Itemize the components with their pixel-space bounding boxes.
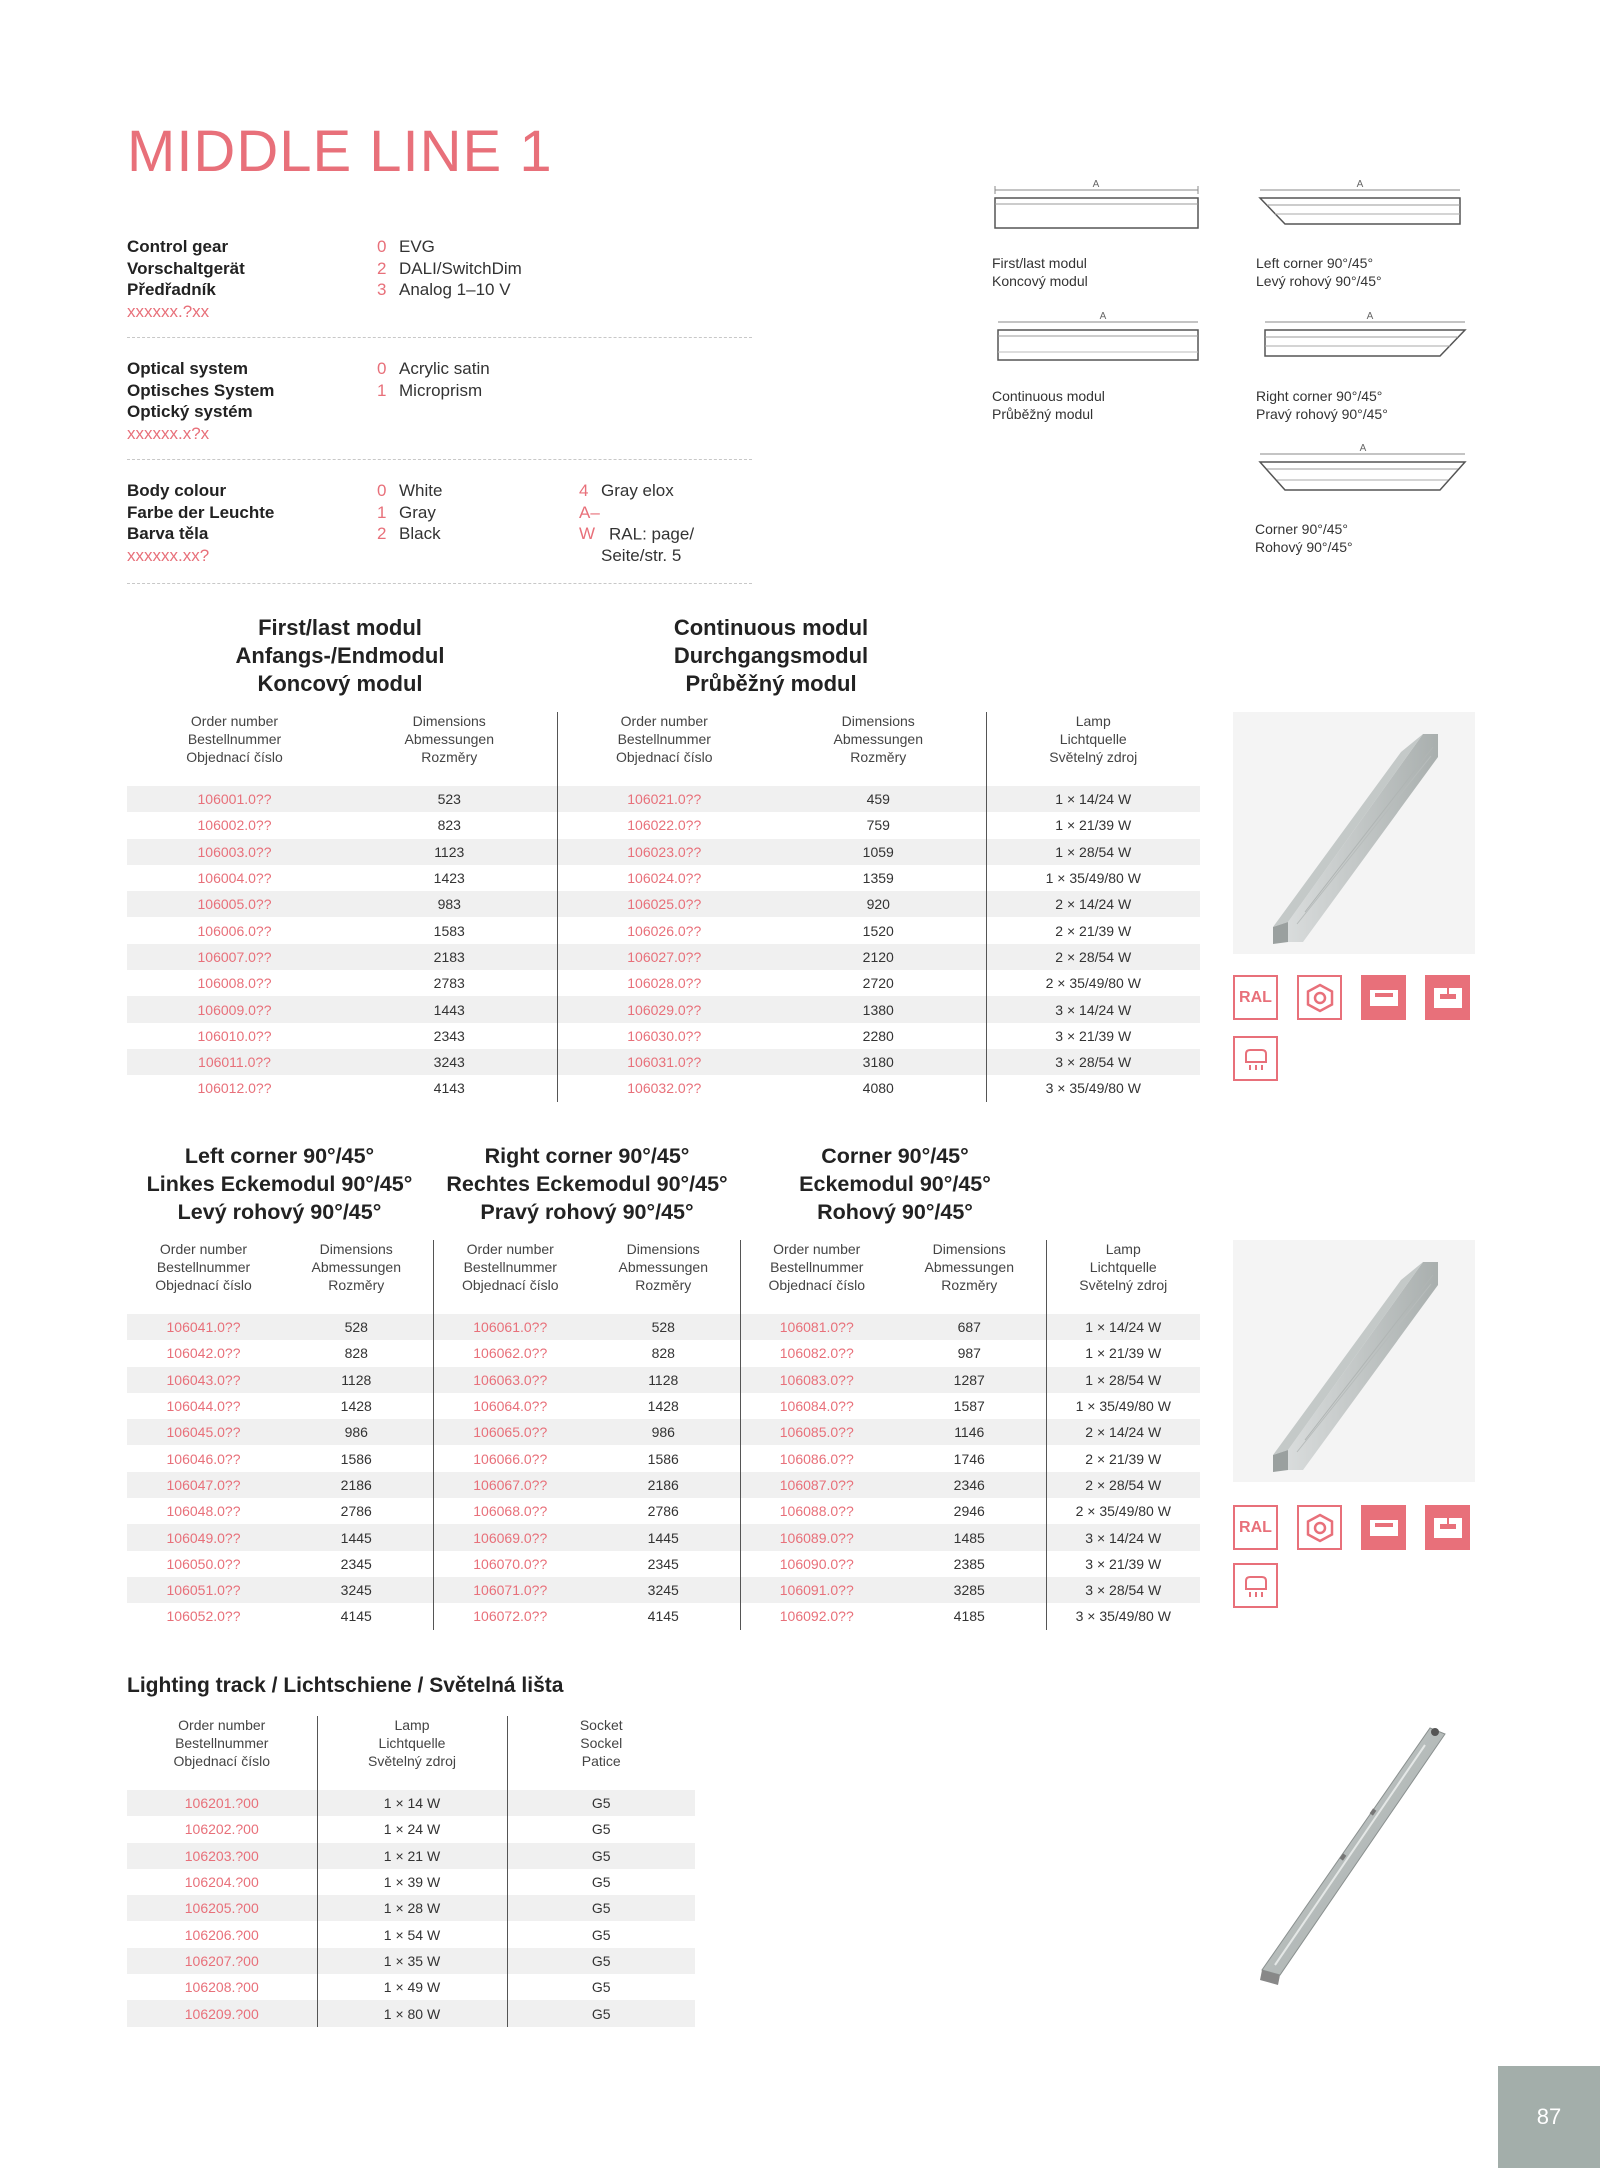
section-first-last-title: First/last modul Anfangs-/Endmodul Koncový modul <box>235 615 445 696</box>
table-cell: 1 × 14/24 W <box>1046 1314 1200 1340</box>
table-cell: 1587 <box>893 1393 1046 1419</box>
col-header-dimensions: Dimensions Abmessungen Rozměry <box>771 712 986 786</box>
col-header-dimensions: Dimensions Abmessungen Rozměry <box>587 1240 740 1314</box>
order-number-cell: 106043.0?? <box>127 1367 280 1393</box>
corner-modules-table <box>127 1240 1200 1630</box>
right-corner-drawing <box>1260 310 1470 366</box>
order-number-cell: 106089.0?? <box>740 1524 893 1550</box>
first-last-caption: First/last modul Koncový modul <box>992 255 1088 289</box>
table-cell: 2183 <box>342 944 557 970</box>
first-last-module-drawing <box>990 178 1200 234</box>
table-cell: 1 × 28 W <box>317 1895 507 1921</box>
table-cell: 3 × 14/24 W <box>1046 1524 1200 1550</box>
order-number-cell: 106086.0?? <box>740 1445 893 1471</box>
table-cell: 1128 <box>587 1367 740 1393</box>
table-cell: 2 × 14/24 W <box>1046 1419 1200 1445</box>
table-cell: 2346 <box>893 1472 1046 1498</box>
table-cell: 1 × 14 W <box>317 1790 507 1816</box>
table-row <box>127 1393 1200 1419</box>
order-number-cell: 106067.0?? <box>433 1472 587 1498</box>
table-cell: G5 <box>507 2000 695 2026</box>
col-header-dimensions: Dimensions Abmessungen Rozměry <box>342 712 557 786</box>
order-number-cell: 106068.0?? <box>433 1498 587 1524</box>
table-cell: 459 <box>771 786 986 812</box>
order-number-cell: 106012.0?? <box>127 1075 342 1101</box>
order-number-cell: 106204.?00 <box>127 1869 317 1895</box>
option-label-cz: Předřadník <box>127 280 216 299</box>
table-cell: 1 × 80 W <box>317 2000 507 2026</box>
order-number-cell: 106032.0?? <box>557 1075 771 1101</box>
left-corner-caption: Left corner 90°/45° Levý rohový 90°/45° <box>1256 255 1382 289</box>
corner-caption: Corner 90°/45° Rohový 90°/45° <box>1255 521 1353 555</box>
table-row <box>127 1075 1200 1101</box>
table-cell: 1583 <box>342 917 557 943</box>
table-cell: 828 <box>587 1340 740 1366</box>
table-row <box>127 1551 1200 1577</box>
order-number-cell: 106061.0?? <box>433 1314 587 1340</box>
table-cell: 4145 <box>280 1603 433 1629</box>
table-cell: 1485 <box>893 1524 1046 1550</box>
table-cell: 2 × 28/54 W <box>986 944 1200 970</box>
table-cell: 828 <box>280 1340 433 1366</box>
table-row <box>127 1869 695 1895</box>
ral-icon: RAL <box>1233 975 1278 1020</box>
dim-label: A <box>1092 179 1100 190</box>
section-left-corner-title: Left corner 90°/45° Linkes Eckemodul 90°/45° Levý rohový 90°/45° <box>146 1144 413 1224</box>
option-label-en: Optical system <box>127 359 248 378</box>
table-cell: 2385 <box>893 1551 1046 1577</box>
table-row <box>127 1419 1200 1445</box>
option-values-2: 4 Gray elox A–W RAL: page/ Seite/str. 5 <box>579 481 695 565</box>
continuous-module-drawing <box>993 310 1203 366</box>
table-cell: 1 × 21/39 W <box>1046 1340 1200 1366</box>
col-header-order: Order number Bestellnummer Objednací číslo <box>462 1241 559 1293</box>
table-row <box>127 1340 1200 1366</box>
table-cell: G5 <box>507 1948 695 1974</box>
table-row <box>127 1948 695 1974</box>
order-number-cell: 106041.0?? <box>127 1314 280 1340</box>
order-number-cell: 106088.0?? <box>740 1498 893 1524</box>
order-number-cell: 106083.0?? <box>740 1367 893 1393</box>
lighting-track-photo <box>1250 1720 1470 1990</box>
order-number-cell: 106002.0?? <box>127 812 342 838</box>
table-row <box>127 839 1200 865</box>
surface-mount-icon <box>1361 1505 1406 1550</box>
table-cell: 2120 <box>771 944 986 970</box>
option-values: 0 White 1 Gray 2 Black <box>377 481 443 543</box>
order-number-cell: 106030.0?? <box>557 1023 771 1049</box>
dim-label: A <box>1099 311 1107 322</box>
order-number-cell: 106050.0?? <box>127 1551 280 1577</box>
table-cell: 2786 <box>280 1498 433 1524</box>
table-cell: 528 <box>280 1314 433 1340</box>
table-cell: 1 × 21/39 W <box>986 812 1200 838</box>
table-cell: 1428 <box>280 1393 433 1419</box>
order-number-cell: 106051.0?? <box>127 1577 280 1603</box>
col-header-lamp: Lamp Lichtquelle Světelný zdroj <box>1049 713 1138 765</box>
order-number-cell: 106009.0?? <box>127 996 342 1022</box>
dim-label: A <box>1359 443 1367 454</box>
table-cell: 1586 <box>280 1445 433 1471</box>
option-labels <box>127 480 274 566</box>
order-number-cell: 106048.0?? <box>127 1498 280 1524</box>
table-cell: 1 × 35 W <box>317 1948 507 1974</box>
table-cell: 1443 <box>342 996 557 1022</box>
table-cell: 2343 <box>342 1023 557 1049</box>
table-cell: 1 × 24 W <box>317 1816 507 1842</box>
option-labels <box>127 236 245 322</box>
order-number-cell: 106049.0?? <box>127 1524 280 1550</box>
table-cell: 3 × 28/54 W <box>1046 1577 1200 1603</box>
table-cell: 759 <box>771 812 986 838</box>
table-row <box>127 970 1200 996</box>
order-number-cell: 106207.?00 <box>127 1948 317 1974</box>
order-number-cell: 106201.?00 <box>127 1790 317 1816</box>
table-cell: 4143 <box>342 1075 557 1101</box>
table-cell: 1 × 35/49/80 W <box>1046 1393 1200 1419</box>
order-number-cell: 106029.0?? <box>557 996 771 1022</box>
order-number-cell: 106026.0?? <box>557 917 771 943</box>
table-cell: 1128 <box>280 1367 433 1393</box>
table-row <box>127 1472 1200 1498</box>
luminaire-profile-image <box>1233 712 1475 954</box>
order-number-cell: 106091.0?? <box>740 1577 893 1603</box>
table-cell: 4145 <box>587 1603 740 1629</box>
table-cell: 987 <box>893 1340 1046 1366</box>
left-corner-drawing <box>1255 178 1465 234</box>
order-number-cell: 106027.0?? <box>557 944 771 970</box>
surface-mount-icon <box>1361 975 1406 1020</box>
table-cell: 2 × 35/49/80 W <box>986 970 1200 996</box>
table-row <box>127 1843 695 1869</box>
table-cell: 523 <box>342 786 557 812</box>
table-row <box>127 1603 1200 1629</box>
table-cell: 986 <box>280 1419 433 1445</box>
order-number-cell: 106084.0?? <box>740 1393 893 1419</box>
table-header-row <box>127 712 1200 786</box>
suspended-icon <box>1425 1505 1470 1550</box>
option-code: xxxxxx.x?x <box>127 423 210 443</box>
table-cell: 823 <box>342 812 557 838</box>
order-number-cell: 106007.0?? <box>127 944 342 970</box>
option-label-cz: Barva těla <box>127 524 209 543</box>
col-header-order: Order number Bestellnummer Objednací číslo <box>768 1241 865 1293</box>
order-number-cell: 106025.0?? <box>557 891 771 917</box>
option-control-gear <box>127 236 752 338</box>
section-continuous-title: Continuous modul Durchgangsmodul Průběžný modul <box>673 615 869 696</box>
table-cell: 2 × 21/39 W <box>1046 1445 1200 1471</box>
table-row <box>127 1498 1200 1524</box>
col-header-dimensions: Dimensions Abmessungen Rozměry <box>280 1240 433 1314</box>
lighting-track-table <box>127 1716 695 2027</box>
order-number-cell: 106066.0?? <box>433 1445 587 1471</box>
table-cell: 2 × 14/24 W <box>986 891 1200 917</box>
table-row <box>127 1895 695 1921</box>
table-row <box>127 1974 695 2000</box>
order-number-cell: 106209.?00 <box>127 2000 317 2026</box>
order-number-cell: 106205.?00 <box>127 1895 317 1921</box>
table-cell: G5 <box>507 1790 695 1816</box>
table-row <box>127 1524 1200 1550</box>
table-header-row <box>127 1240 1200 1314</box>
table-header-row <box>127 1716 695 1790</box>
table-row <box>127 865 1200 891</box>
table-cell: G5 <box>507 1843 695 1869</box>
table-row <box>127 1049 1200 1075</box>
product-photo-module <box>1233 712 1475 954</box>
table-row <box>127 2000 695 2026</box>
dim-label: A <box>1366 311 1374 322</box>
order-number-cell: 106087.0?? <box>740 1472 893 1498</box>
order-number-cell: 106090.0?? <box>740 1551 893 1577</box>
table-row <box>127 917 1200 943</box>
table-cell: 3 × 28/54 W <box>986 1049 1200 1075</box>
order-number-cell: 106062.0?? <box>433 1340 587 1366</box>
order-number-cell: 106069.0?? <box>433 1524 587 1550</box>
table-cell: 1123 <box>342 839 557 865</box>
table-cell: 4185 <box>893 1603 1046 1629</box>
order-number-cell: 106011.0?? <box>127 1049 342 1075</box>
table-cell: 2786 <box>587 1498 740 1524</box>
option-label-de: Optisches System <box>127 380 275 400</box>
table-cell: 3285 <box>893 1577 1046 1603</box>
table-cell: 1586 <box>587 1445 740 1471</box>
col-header-order: Order number Bestellnummer Objednací číslo <box>127 1716 317 1790</box>
option-label-de: Vorschaltgerät <box>127 258 245 278</box>
table-row <box>127 1314 1200 1340</box>
corner-drawing <box>1255 442 1470 502</box>
table-cell: 1428 <box>587 1393 740 1419</box>
order-number-cell: 106203.?00 <box>127 1843 317 1869</box>
ral-icon: RAL <box>1233 1505 1278 1550</box>
table-row <box>127 1023 1200 1049</box>
order-number-cell: 106082.0?? <box>740 1340 893 1366</box>
table-cell: 3180 <box>771 1049 986 1075</box>
table-row <box>127 1445 1200 1471</box>
table-cell: 1146 <box>893 1419 1046 1445</box>
ip-hex-icon <box>1297 1505 1342 1550</box>
page-title: MIDDLE LINE 1 <box>127 119 553 184</box>
table-row <box>127 944 1200 970</box>
table-cell: 1445 <box>587 1524 740 1550</box>
driver-icon <box>1233 1563 1278 1608</box>
option-label-en: Control gear <box>127 237 229 256</box>
table-cell: 3245 <box>587 1577 740 1603</box>
table-row <box>127 1921 695 1947</box>
order-number-cell: 106022.0?? <box>557 812 771 838</box>
order-number-cell: 106081.0?? <box>740 1314 893 1340</box>
table-cell: 2783 <box>342 970 557 996</box>
option-code: xxxxxx.?xx <box>127 301 210 321</box>
ip-hex-icon <box>1297 975 1342 1020</box>
table-cell: 4080 <box>771 1075 986 1101</box>
order-number-cell: 106085.0?? <box>740 1419 893 1445</box>
table-cell: 1359 <box>771 865 986 891</box>
order-number-cell: 106023.0?? <box>557 839 771 865</box>
table-cell: 1380 <box>771 996 986 1022</box>
table-cell: G5 <box>507 1869 695 1895</box>
lighting-track-title: Lighting track / Lichtschiene / Světelná lišta <box>127 1674 564 1697</box>
table-row <box>127 996 1200 1022</box>
col-header-lamp: Lamp Lichtquelle Světelný zdroj <box>1079 1241 1168 1293</box>
table-cell: 2 × 28/54 W <box>1046 1472 1200 1498</box>
order-number-cell: 106010.0?? <box>127 1023 342 1049</box>
dim-label: A <box>1356 179 1364 190</box>
table-cell: 1287 <box>893 1367 1046 1393</box>
suspended-icon <box>1425 975 1470 1020</box>
table-cell: 920 <box>771 891 986 917</box>
table-cell: 986 <box>587 1419 740 1445</box>
table-cell: 2280 <box>771 1023 986 1049</box>
order-number-cell: 106001.0?? <box>127 786 342 812</box>
order-number-cell: 106070.0?? <box>433 1551 587 1577</box>
table-cell: 1 × 28/54 W <box>1046 1367 1200 1393</box>
table-cell: 1 × 28/54 W <box>986 839 1200 865</box>
col-header-lamp: Lamp Lichtquelle Světelný zdroj <box>317 1716 507 1790</box>
option-optical-system <box>127 358 752 460</box>
order-number-cell: 106208.?00 <box>127 1974 317 2000</box>
order-number-cell: 106004.0?? <box>127 865 342 891</box>
table-cell: 2 × 35/49/80 W <box>1046 1498 1200 1524</box>
table-cell: G5 <box>507 1816 695 1842</box>
order-number-cell: 106071.0?? <box>433 1577 587 1603</box>
table-cell: 3 × 14/24 W <box>986 996 1200 1022</box>
order-number-cell: 106206.?00 <box>127 1921 317 1947</box>
order-number-cell: 106063.0?? <box>433 1367 587 1393</box>
table-cell: 3245 <box>280 1577 433 1603</box>
table-cell: 983 <box>342 891 557 917</box>
order-number-cell: 106008.0?? <box>127 970 342 996</box>
table-cell: 2946 <box>893 1498 1046 1524</box>
table-cell: 1423 <box>342 865 557 891</box>
order-number-cell: 106046.0?? <box>127 1445 280 1471</box>
table-cell: 2720 <box>771 970 986 996</box>
col-header-order: Order number Bestellnummer Objednací číslo <box>155 1241 252 1293</box>
order-number-cell: 106044.0?? <box>127 1393 280 1419</box>
order-number-cell: 106202.?00 <box>127 1816 317 1842</box>
table-cell: 3 × 35/49/80 W <box>1046 1603 1200 1629</box>
table-row <box>127 1577 1200 1603</box>
order-number-cell: 106021.0?? <box>557 786 771 812</box>
table-cell: 2186 <box>587 1472 740 1498</box>
table-cell: G5 <box>507 1921 695 1947</box>
table-cell: 2186 <box>280 1472 433 1498</box>
section-right-corner-title: Right corner 90°/45° Rechtes Eckemodul 90°/45° Pravý rohový 90°/45° <box>446 1144 728 1224</box>
table-cell: 1059 <box>771 839 986 865</box>
order-number-cell: 106028.0?? <box>557 970 771 996</box>
table-cell: 528 <box>587 1314 740 1340</box>
order-number-cell: 106052.0?? <box>127 1603 280 1629</box>
col-header-dimensions: Dimensions Abmessungen Rozměry <box>893 1240 1046 1314</box>
table-row <box>127 786 1200 812</box>
table-cell: 1520 <box>771 917 986 943</box>
product-photo-corner <box>1233 1240 1475 1482</box>
order-number-cell: 106003.0?? <box>127 839 342 865</box>
table-cell: G5 <box>507 1974 695 2000</box>
right-corner-caption: Right corner 90°/45° Pravý rohový 90°/45° <box>1256 388 1388 422</box>
table-row <box>127 1816 695 1842</box>
table-cell: 3 × 35/49/80 W <box>986 1075 1200 1101</box>
col-header-order: Order number Bestellnummer Objednací číslo <box>616 713 713 765</box>
option-label-en: Body colour <box>127 481 227 500</box>
section-corner-title: Corner 90°/45° Eckemodul 90°/45° Rohový 90°/45° <box>799 1144 991 1224</box>
table-cell: 1 × 21 W <box>317 1843 507 1869</box>
order-number-cell: 106092.0?? <box>740 1603 893 1629</box>
option-labels <box>127 358 274 444</box>
order-number-cell: 106045.0?? <box>127 1419 280 1445</box>
table-cell: 1 × 49 W <box>317 1974 507 2000</box>
table-cell: 1 × 39 W <box>317 1869 507 1895</box>
driver-icon <box>1233 1036 1278 1081</box>
table-row <box>127 812 1200 838</box>
option-body-colour <box>127 480 752 584</box>
order-number-cell: 106072.0?? <box>433 1603 587 1629</box>
order-number-cell: 106042.0?? <box>127 1340 280 1366</box>
order-number-cell: 106006.0?? <box>127 917 342 943</box>
option-label-cz: Optický systém <box>127 402 253 421</box>
page-number: 87 <box>1498 2066 1600 2168</box>
table-cell: 1 × 54 W <box>317 1921 507 1947</box>
order-number-cell: 106064.0?? <box>433 1393 587 1419</box>
option-code: xxxxxx.xx? <box>127 545 210 565</box>
table-cell: 687 <box>893 1314 1046 1340</box>
col-header-socket: Socket Sockel Patice <box>579 1717 623 1769</box>
table-cell: 3 × 21/39 W <box>986 1023 1200 1049</box>
table-row <box>127 1790 695 1816</box>
order-number-cell: 106031.0?? <box>557 1049 771 1075</box>
order-number-cell: 106024.0?? <box>557 865 771 891</box>
order-number-cell: 106005.0?? <box>127 891 342 917</box>
table-cell: 3 × 21/39 W <box>1046 1551 1200 1577</box>
luminaire-profile-image <box>1233 1240 1475 1482</box>
table-row <box>127 891 1200 917</box>
option-values: 0 EVG 2 DALI/SwitchDim 3 Analog 1–10 V <box>377 237 522 299</box>
table-cell: G5 <box>507 1895 695 1921</box>
table-cell: 1 × 14/24 W <box>986 786 1200 812</box>
option-values: 0 Acrylic satin 1 Microprism <box>377 359 490 400</box>
table-cell: 1 × 35/49/80 W <box>986 865 1200 891</box>
table-cell: 2345 <box>280 1551 433 1577</box>
table-row <box>127 1367 1200 1393</box>
table-cell: 2 × 21/39 W <box>986 917 1200 943</box>
table-cell: 3243 <box>342 1049 557 1075</box>
order-number-cell: 106047.0?? <box>127 1472 280 1498</box>
table-cell: 1445 <box>280 1524 433 1550</box>
option-label-de: Farbe der Leuchte <box>127 502 275 522</box>
col-header-order: Order number Bestellnummer Objednací číslo <box>186 713 283 765</box>
table-cell: 2345 <box>587 1551 740 1577</box>
first-last-continuous-table <box>127 712 1200 1102</box>
continuous-caption: Continuous modul Průběžný modul <box>992 388 1105 422</box>
table-cell: 1746 <box>893 1445 1046 1471</box>
order-number-cell: 106065.0?? <box>433 1419 587 1445</box>
